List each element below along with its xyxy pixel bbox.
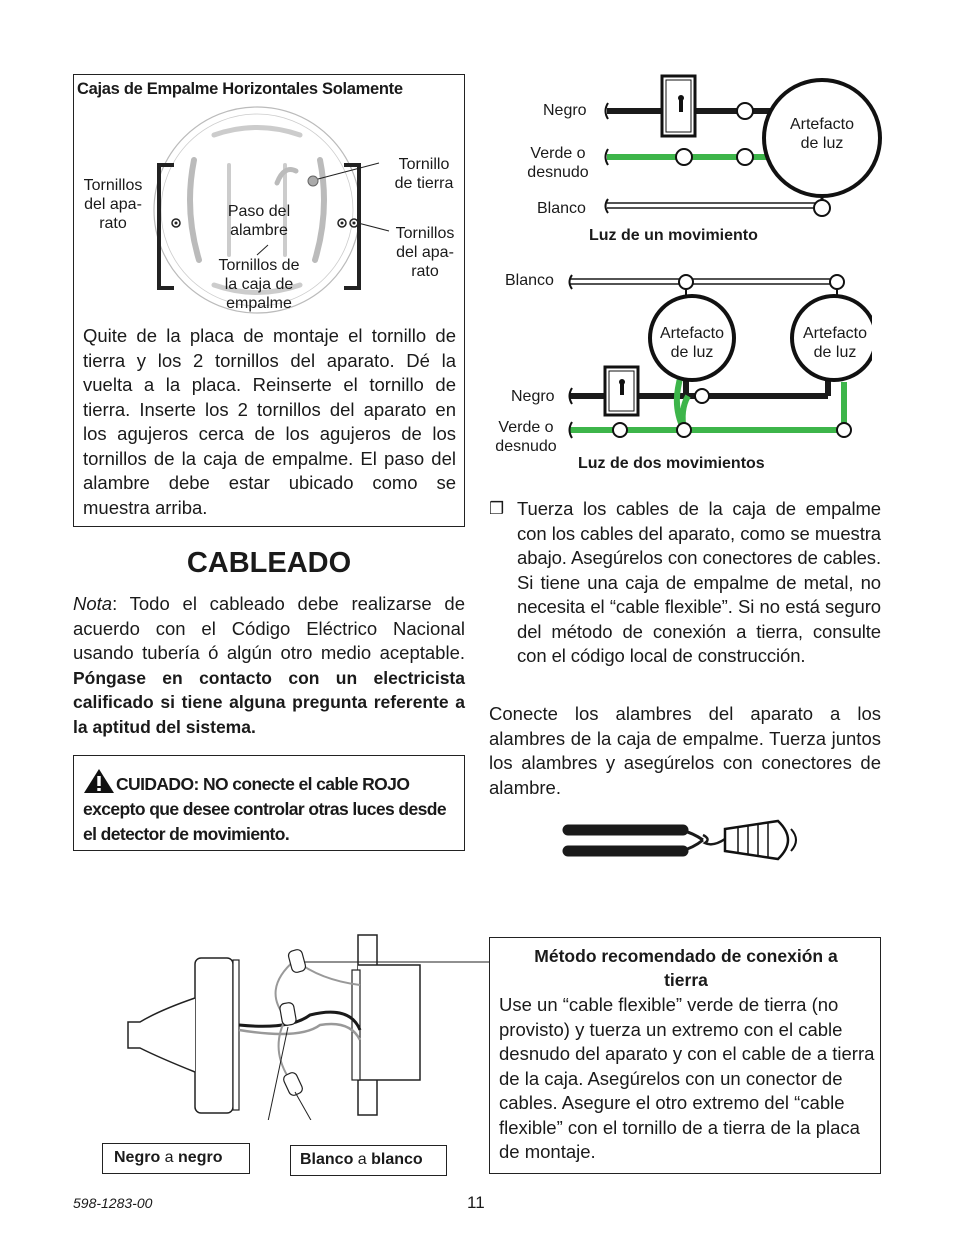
label-black-to-black: Negro a negro [102, 1143, 250, 1174]
connect-text: Conecte los alambres del aparato a los alambres de la caja de empalme. Tuerza juntos los alambres y asegúrelos con conectores de alambre. [489, 703, 881, 798]
label-junction-box-screws: Tornillos de la caja de empalme [218, 257, 300, 312]
caution-box [73, 755, 465, 851]
single-label-white: Blanco [537, 200, 586, 217]
note-text: : Todo el cableado debe realizarse de acuerdo con el Código Eléctrico Nacional usando tubería ó algún otro medio aceptable. [73, 593, 465, 663]
page-number: 11 [467, 1193, 485, 1212]
note-bold: Póngase en contacto con un electricista calificado si tiene alguna pregunta referente a la aptitud del sistema. [73, 667, 465, 737]
ground-method-box [489, 937, 881, 1174]
double-label-fixture-2: Artefacto de luz [802, 325, 868, 361]
note-label: Nota [73, 593, 113, 614]
single-caption: Luz de un movimiento [589, 227, 758, 244]
double-label-fixture-1: Artefacto de luz [659, 325, 725, 361]
mount-plate-title: Cajas de Empalme Horizontales Solamente [77, 80, 403, 98]
wiring-heading: CABLEADO [186, 547, 352, 579]
label-fixture-screws-left: Tornillos del apa- rato [83, 177, 143, 232]
caution-text: CUIDADO: NO conecte el cable ROJO excepto que desee controlar otras luces desde el detector de movimiento. [83, 768, 459, 847]
warning-icon [83, 768, 115, 794]
label-ground-screw: Tornillo de tierra [394, 156, 454, 192]
twist-step [489, 497, 881, 669]
wire-nut-illustration [553, 815, 803, 865]
label-wire-passage: Paso del alambre [227, 203, 291, 239]
single-label-black: Negro [543, 102, 587, 119]
ground-method-text: Use un “cable flexible” verde de tierra (no provisto) y tuerza un extremo con el cable desnudo del aparato y con el cable de a tierra de la caja. Asegúrelos con un conector de cables. Asegure el otro extremo del “cable flexible” con el tornillo de a tierra de la placa de montaje. [499, 994, 875, 1162]
mount-plate-instructions: Quite de la placa de montaje el tornillo de tierra y los 2 tornillos del aparato. Dé la vuelta a la placa. Reinserte el tornillo de tierra. Inserte los 2 tornillos del aparato en los agujeros cerca de los agujeros de los tornillos de la caja de empalme. El paso del alambre debe estar ubicado como se muestra arriba. [83, 325, 456, 518]
double-caption: Luz de dos movimientos [578, 455, 765, 472]
mount-plate-box [73, 74, 465, 527]
ground-method-title: Método recomendado de conexión a tierra [534, 946, 838, 990]
single-label-fixture: Artefacto de luz [789, 116, 855, 152]
fixture-junction-illustration [120, 930, 500, 1120]
label-fixture-screws-right: Tornillos del apa- rato [395, 225, 455, 280]
single-label-green: Verde o desnudo [527, 145, 589, 181]
checkbox-icon: ❒ [489, 499, 505, 519]
part-number: 598-1283-00 [73, 1195, 153, 1211]
label-white-to-white: Blanco a blanco [290, 1145, 447, 1176]
double-label-green: Verde o desnudo [495, 419, 557, 455]
twist-step-text: Tuerza los cables de la caja de empalme con los cables del aparato, como se muestra abajo. Asegúrelos con conectores de cables. Si tiene una caja de empalme de metal, no necesita el “cable flexible”. Si no está seguro del método de conexión a tierra, consulte con el código local de construcción. [517, 498, 881, 666]
double-label-white: Blanco [505, 272, 554, 289]
double-label-black: Negro [511, 388, 555, 405]
wiring-note [73, 592, 465, 739]
